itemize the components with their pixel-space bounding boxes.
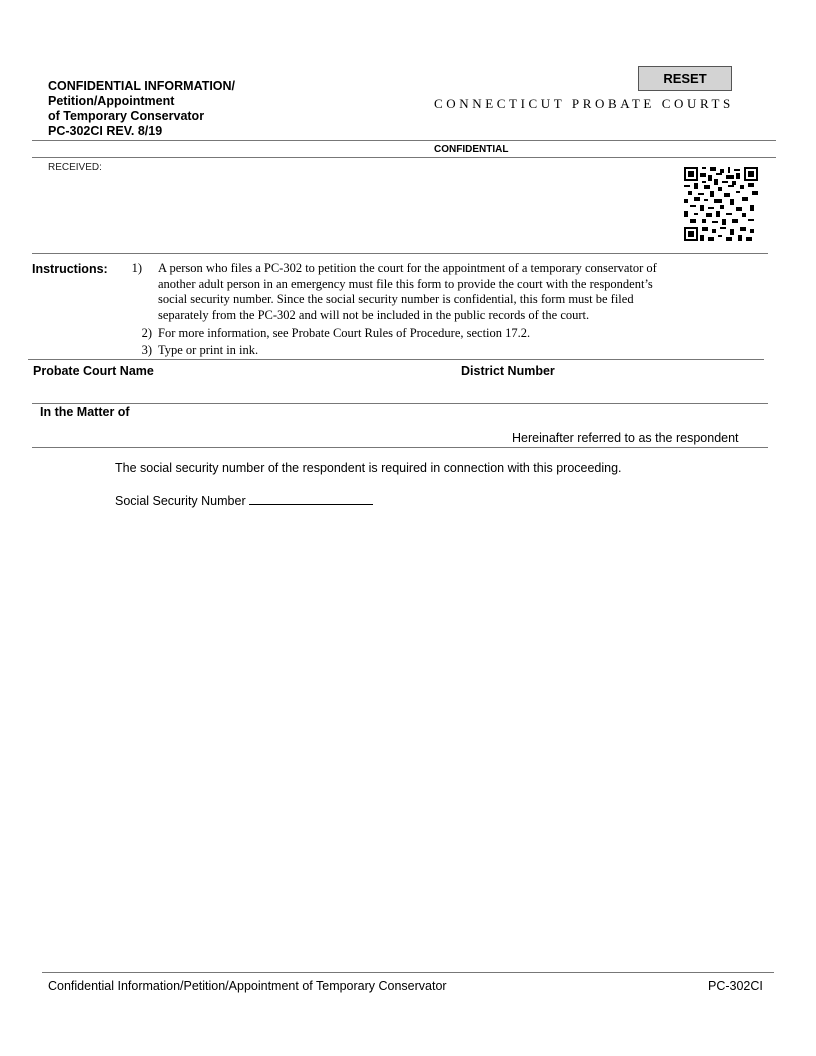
instruction-1-line-4: separately from the PC-302 and will not be included in the public records of the court. [158, 307, 590, 322]
instruction-item-1 [158, 261, 657, 323]
confidential-label: CONFIDENTIAL [434, 144, 509, 155]
divider-instructions [32, 253, 768, 254]
form-number-revision: PC-302CI REV. 8/19 [48, 124, 163, 138]
footer-form-number: PC-302CI [708, 979, 763, 993]
ssn-field [115, 492, 373, 508]
divider-court-fields [28, 359, 764, 360]
form-title-line-1: CONFIDENTIAL INFORMATION/ [48, 79, 236, 93]
instruction-1-line-3: social security number. Since the social security number is confidential, this form must be filed [158, 292, 634, 306]
probate-court-name-label: Probate Court Name [33, 364, 154, 378]
qr-code-icon [684, 167, 758, 241]
respondent-note: Hereinafter referred to as the respondent [512, 431, 739, 445]
divider-top [32, 140, 776, 141]
instructions-label: Instructions: [32, 262, 108, 276]
divider-body [32, 447, 768, 448]
footer-divider [42, 972, 774, 973]
in-the-matter-of-label: In the Matter of [40, 405, 130, 419]
court-name-heading: CONNECTICUT PROBATE COURTS [434, 96, 734, 111]
divider-confidential [32, 157, 776, 158]
form-title-line-3: of Temporary Conservator [48, 109, 205, 123]
instruction-1-line-2: another adult person in an emergency must file this form to provide the court with the respondent’s [158, 276, 653, 291]
instruction-number-3: 3) [141, 343, 152, 357]
instruction-number-1: 1) [131, 261, 142, 275]
instruction-1-line-1: A person who files a PC-302 to petition the court for the appointment of a temporary conservator of [158, 261, 657, 275]
form-title-line-2: Petition/Appointment [48, 94, 175, 108]
ssn-required-statement: The social security number of the respondent is required in connection with this proceeding. [115, 461, 622, 475]
divider-matter [32, 403, 768, 404]
footer-form-title: Confidential Information/Petition/Appointment of Temporary Conservator [48, 979, 447, 993]
received-label: RECEIVED: [48, 162, 102, 173]
instruction-number-2: 2) [141, 326, 152, 340]
instruction-item-2: For more information, see Probate Court Rules of Procedure, section 17.2. [158, 326, 531, 340]
district-number-label: District Number [461, 364, 555, 378]
instruction-item-3: Type or print in ink. [158, 343, 259, 357]
form-title-block [48, 79, 235, 139]
ssn-label: Social Security Number [115, 494, 246, 508]
reset-button[interactable]: RESET [638, 66, 732, 91]
ssn-input-line[interactable] [249, 492, 373, 505]
